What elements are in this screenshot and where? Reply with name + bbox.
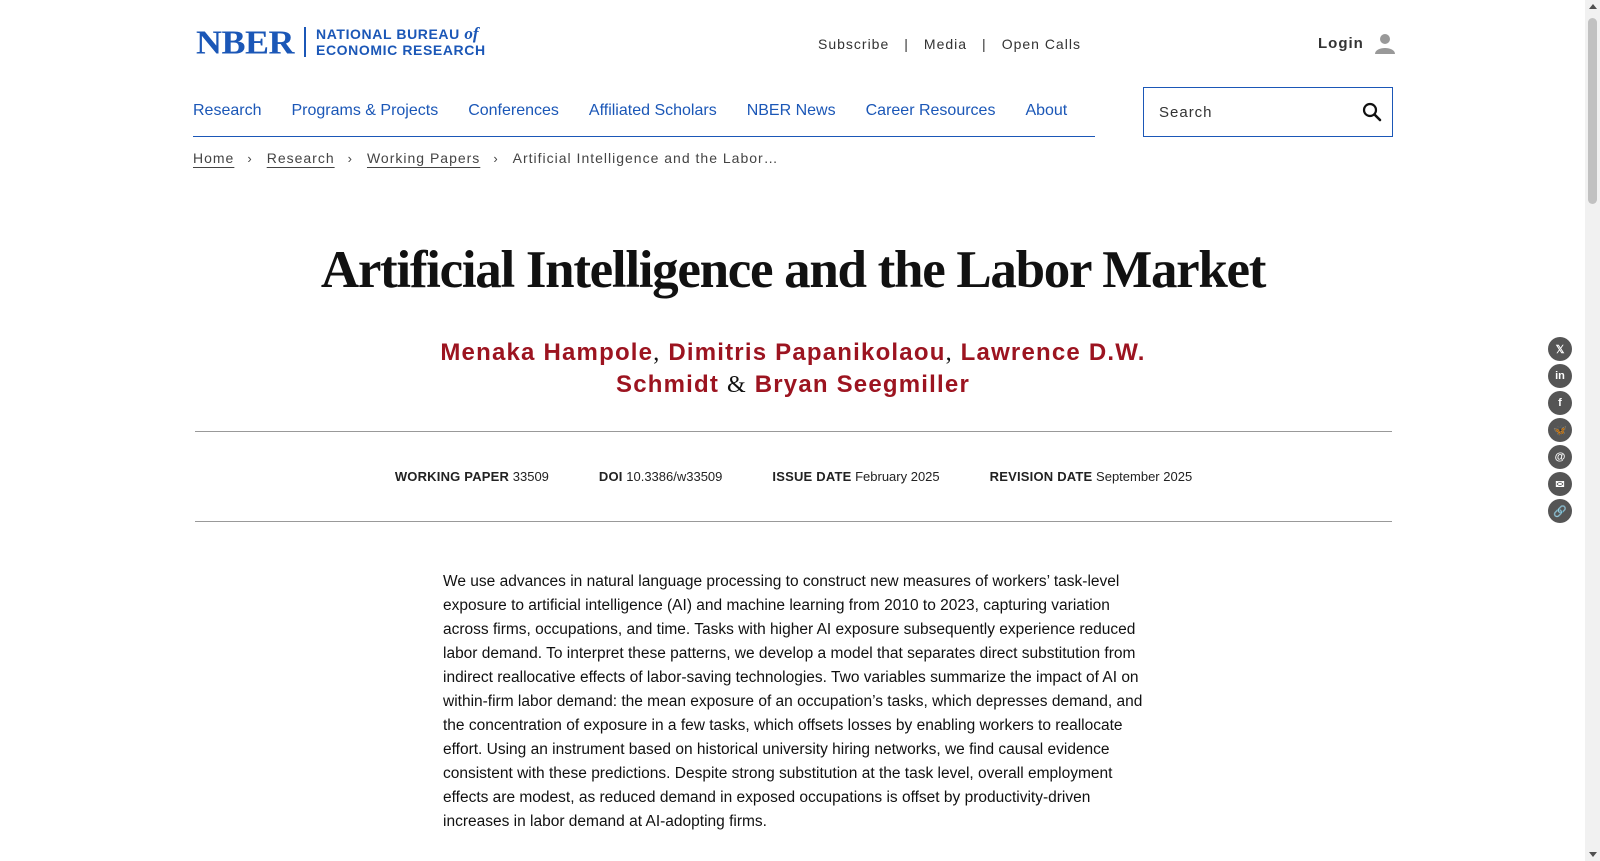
page-title: Artificial Intelligence and the Labor Market [320, 241, 1266, 299]
nav-about[interactable]: About [1025, 102, 1068, 119]
login-label: Login [1318, 34, 1364, 52]
bluesky-icon[interactable]: 🦋 [1548, 418, 1572, 442]
share-rail [1548, 337, 1572, 526]
email-icon[interactable]: ✉ [1548, 472, 1572, 496]
nav-nber-news[interactable]: NBER News [746, 102, 836, 119]
author-list [420, 337, 1166, 401]
x-icon[interactable]: 𝕏 [1548, 337, 1572, 361]
utility-separator: | [904, 36, 909, 52]
breadcrumb [193, 150, 779, 166]
scrollbar[interactable] [1585, 0, 1600, 861]
logo-divider [304, 27, 306, 57]
threads-icon[interactable]: @ [1548, 445, 1572, 469]
nav-affiliated-scholars[interactable]: Affiliated Scholars [588, 102, 717, 119]
search-input[interactable] [1159, 104, 1349, 121]
meta-working-paper: WORKING PAPER 33509 [394, 469, 549, 484]
utility-nav [818, 36, 1081, 52]
copy-link-icon[interactable]: 🔗 [1548, 499, 1572, 523]
main-nav [193, 92, 1095, 137]
breadcrumb-home[interactable]: Home [193, 150, 235, 166]
meta-issue-date: ISSUE DATE February 2025 [772, 469, 940, 484]
search-icon[interactable] [1362, 102, 1382, 127]
media-link[interactable]: Media [923, 36, 968, 52]
nav-career-resources[interactable]: Career Resources [865, 102, 996, 119]
meta-doi: DOI 10.3386/w33509 [598, 469, 723, 484]
chevron-right-icon: › [347, 150, 353, 166]
logo-wordmark: NATIONAL BUREAU of ECONOMIC RESEARCH [316, 24, 486, 58]
nav-programs-projects[interactable]: Programs & Projects [291, 102, 439, 119]
abstract: We use advances in natural language processing to construct new measures of workers’ task-level exposure to artificial intelligence (AI) and machine learning from 2010 to 2023, capturing variation across firms, occupations, and time. Tasks with higher AI exposure subsequently experience reduced labor demand. To interpret these patterns, we develop a model that separates direct substitution from indirect reallocative effects of labor-saving technologies. Two variables summarize the impact of AI on within-firm labor demand: the mean exposure of an occupation’s tasks, which depresses demand, and the concentration of exposure in a few tasks, which offsets losses by enabling workers to reallocate effort. Using an instrument based on historical university hiring networks, we find causal evidence consistent with these predictions. Despite strong substitution at the task level, overall employment effects are modest, as reduced demand in exposed occupations is offset by productivity-driven increases in labor demand at AI-adopting firms. [443, 573, 1143, 830]
breadcrumb-research[interactable]: Research [266, 150, 335, 166]
author-link[interactable]: Menaka Hampole [440, 339, 654, 366]
author-link[interactable]: Lawrence D.W. Schmidt [616, 339, 1146, 398]
paper-meta [195, 431, 1392, 522]
author-separator: , [945, 340, 953, 366]
nber-logo[interactable] [196, 24, 486, 60]
utility-separator: | [982, 36, 987, 52]
author-link[interactable]: Dimitris Papanikolaou [668, 339, 946, 366]
scroll-down-arrow-icon[interactable] [1589, 852, 1597, 857]
user-icon [1374, 32, 1396, 54]
chevron-right-icon: › [247, 150, 253, 166]
author-ampersand: & [726, 372, 747, 398]
nav-conferences[interactable]: Conferences [468, 102, 559, 119]
scroll-up-arrow-icon[interactable] [1589, 4, 1597, 9]
subscribe-link[interactable]: Subscribe [818, 36, 890, 52]
linkedin-icon[interactable]: in [1548, 364, 1572, 388]
breadcrumb-current: Artificial Intelligence and the Labor… [512, 150, 779, 166]
nav-research[interactable]: Research [193, 102, 262, 119]
chevron-right-icon: › [493, 150, 499, 166]
open-calls-link[interactable]: Open Calls [1001, 36, 1081, 52]
search-box [1143, 87, 1393, 137]
author-link[interactable]: Bryan Seegmiller [754, 371, 970, 398]
facebook-icon[interactable]: f [1548, 391, 1572, 415]
logo-mark: NBER [196, 23, 295, 61]
scrollbar-thumb[interactable] [1588, 18, 1597, 204]
meta-revision-date: REVISION DATE September 2025 [989, 469, 1193, 484]
breadcrumb-working-papers[interactable]: Working Papers [366, 150, 481, 166]
login-button[interactable] [1318, 32, 1396, 54]
author-separator: , [653, 340, 661, 366]
